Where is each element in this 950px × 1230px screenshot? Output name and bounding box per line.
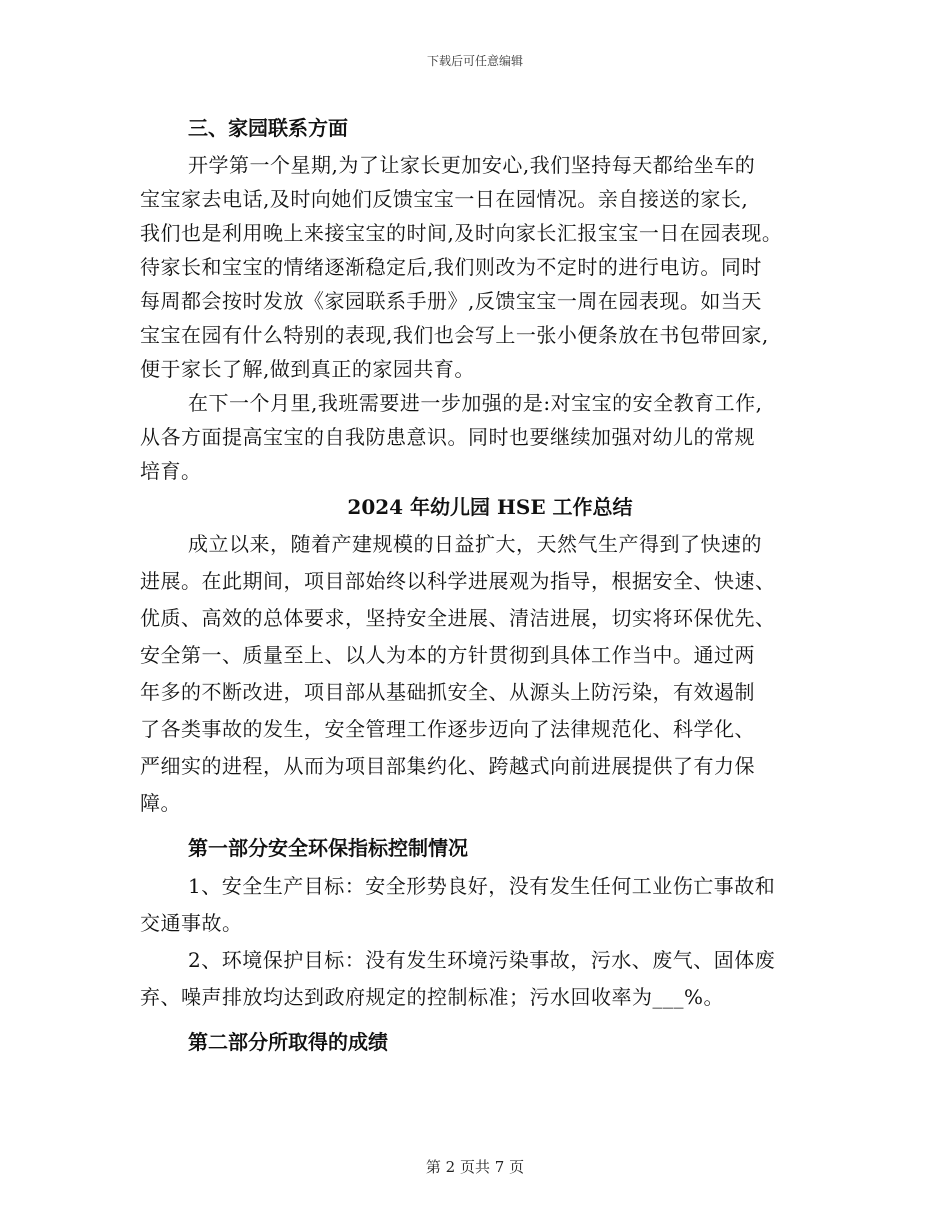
text-line: 成立以来，随着产建规模的日益扩大，天然气生产得到了快速的 (188, 532, 762, 556)
text-line: 宝宝家去电话,及时向她们反馈宝宝一日在园情况。亲自接送的家长, (140, 187, 749, 211)
text-line: 2、环境保护目标：没有发生环境污染事故，污水、废气、固体废 (188, 948, 776, 972)
page-footer: 第 2 页共 7 页 (425, 1158, 525, 1176)
text-line: 进展。在此期间，项目部始终以科学进展观为指导，根据安全、快速、 (140, 569, 776, 593)
paragraph-environment-target (140, 942, 820, 1016)
text-line: 障。 (140, 791, 181, 815)
text-line: 培育。 (140, 459, 202, 483)
paragraph-next-month (140, 386, 820, 488)
text-line: 安全第一、质量至上、以人为本的方针贯彻到具体工作当中。通过两 (140, 643, 755, 667)
document-title: 2024 年幼儿园 HSE 工作总结 (347, 495, 633, 519)
text-line: 我们也是利用晚上来接宝宝的时间,及时向家长汇报宝宝一日在园表现。 (140, 221, 783, 245)
text-line: 在下一个月里,我班需要进一步加强的是:对宝宝的安全教育工作, (188, 391, 763, 415)
text-line: 年多的不断改进，项目部从基础抓安全、从源头上防污染，有效遏制 (140, 680, 755, 704)
paragraph-intro (140, 526, 820, 822)
text-line: 开学第一个星期,为了让家长更加安心,我们坚持每天都给坐车的 (188, 153, 756, 177)
text-line: 优质、高效的总体要求，坚持安全进展、清洁进展，切实将环保优先、 (140, 606, 776, 630)
text-line: 待家长和宝宝的情绪逐渐稳定后,我们则改为不定时的进行电访。同时 (140, 255, 762, 279)
text-line: 便于家长了解,做到真正的家园共育。 (140, 357, 475, 381)
text-line: 每周都会按时发放《家园联系手册》,反馈宝宝一周在园表现。如当天 (140, 289, 762, 313)
paragraph-safety-target (140, 868, 820, 942)
paragraph-family-contact (140, 148, 820, 386)
document-body (140, 108, 820, 1062)
text-line: 1、安全生产目标：安全形势良好，没有发生任何工业伤亡事故和 (188, 874, 776, 898)
text-line: 宝宝在园有什么特别的表现,我们也会写上一张小便条放在书包带回家, (140, 323, 769, 347)
text-line: 弃、噪声排放均达到政府规定的控制标准；污水回收率为___%。 (140, 985, 725, 1009)
text-line: 从各方面提高宝宝的自我防患意识。同时也要继续加强对幼儿的常规 (140, 425, 755, 449)
section-heading-part1: 第一部分安全环保指标控制情况 (188, 836, 468, 860)
section-heading-part2: 第二部分所取得的成绩 (188, 1030, 388, 1054)
text-line: 严细实的进程，从而为项目部集约化、跨越式向前进展提供了有力保 (140, 754, 755, 778)
page-header: 下载后可任意编辑 (426, 54, 523, 68)
text-line: 交通事故。 (140, 911, 243, 935)
text-line: 了各类事故的发生，安全管理工作逐步迈向了法律规范化、科学化、 (140, 717, 755, 741)
section-heading-family-contact: 三、家园联系方面 (188, 116, 348, 140)
